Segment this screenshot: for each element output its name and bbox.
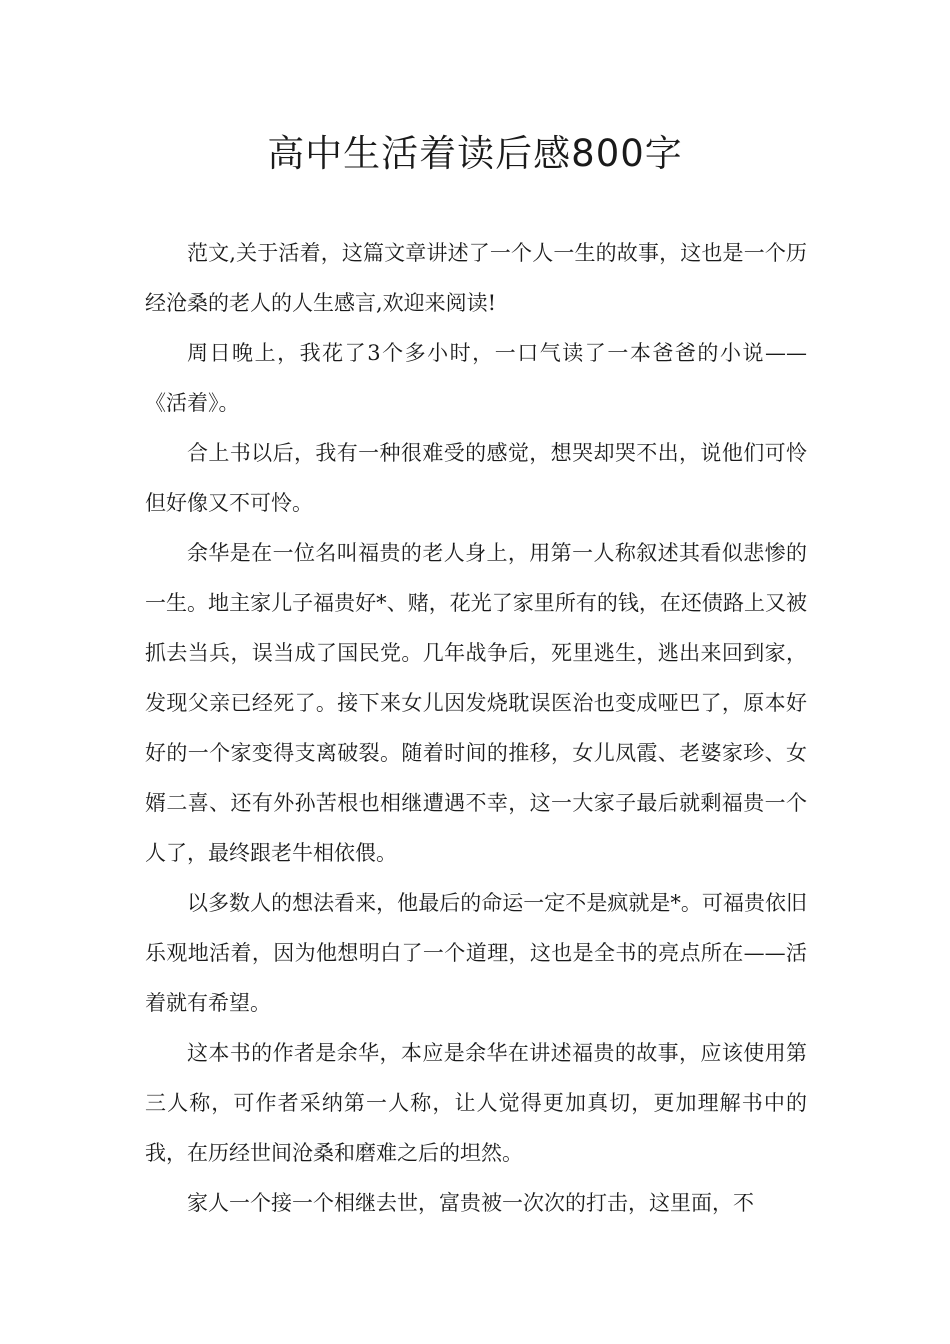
page-title: 高中生活着读后感800字	[267, 132, 683, 175]
paragraph: 以多数人的想法看来，他最后的命运一定不是疯就是*。可福贵依旧乐观地活着，因为他想明白了一个道理，这也是全书的亮点所在——活着就有希望。	[145, 891, 807, 1015]
document-body	[145, 228, 807, 1228]
paragraph: 周日晚上，我花了3个多小时，一口气读了一本爸爸的小说——《活着》。	[145, 341, 807, 415]
paragraph: 范文,关于活着，这篇文章讲述了一个人一生的故事，这也是一个历经沧桑的老人的人生感言,欢迎来阅读!	[145, 241, 807, 315]
paragraph: 这本书的作者是余华，本应是余华在讲述福贵的故事，应该使用第三人称，可作者采纳第一人称，让人觉得更加真切，更加理解书中的我，在历经世间沧桑和磨难之后的坦然。	[145, 1041, 807, 1165]
paragraph: 余华是在一位名叫福贵的老人身上，用第一人称叙述其看似悲惨的一生。地主家儿子福贵好*、赌，花光了家里所有的钱，在还债路上又被抓去当兵，误当成了国民党。几年战争后，死里逃生，逃出来回到家，发现父亲已经死了。接下来女儿因发烧耽误医治也变成哑巴了，原本好好的一个家变得支离破裂。随着时间的推移，女儿凤霞、老婆家珍、女婿二喜、还有外孙苦根也相继遭遇不幸，这一大家子最后就剩福贵一个人了，最终跟老牛相依偎。	[145, 541, 807, 865]
paragraph: 合上书以后，我有一种很难受的感觉，想哭却哭不出，说他们可怜但好像又不可怜。	[145, 441, 807, 515]
paragraph: 家人一个接一个相继去世，富贵被一次次的打击，这里面，不	[187, 1191, 754, 1215]
